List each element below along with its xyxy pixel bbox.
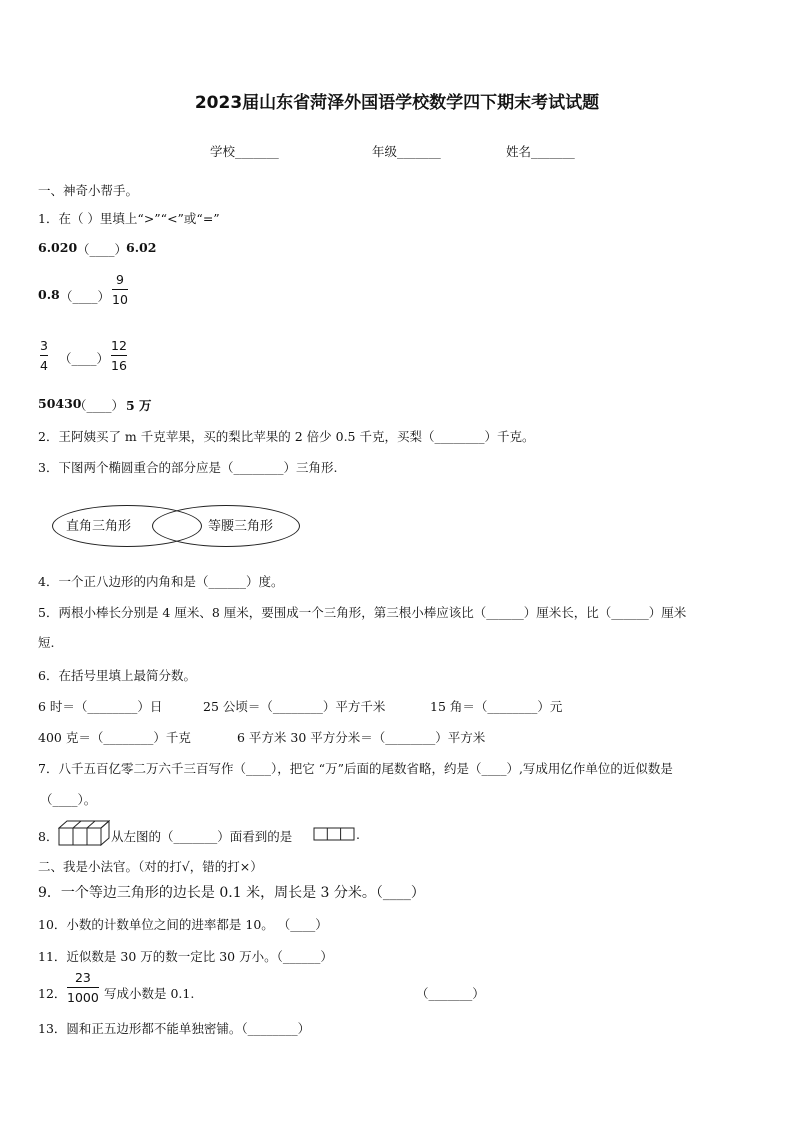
question-12-blank: （_______） bbox=[416, 986, 485, 1001]
question-11: 11．近似数是 30 万的数一定比 30 万小。（______） bbox=[38, 949, 333, 964]
question-2: 2．王阿姨买了 m 千克苹果，买的梨比苹果的 2 倍少 0.5 千克，买梨（________）千克。 bbox=[38, 429, 535, 444]
three-squares-view-icon bbox=[313, 827, 355, 841]
q1b-blank: （____） bbox=[60, 289, 111, 304]
question-8-text: 从左图的（_______）面看到的是 bbox=[111, 829, 293, 844]
q1a-blank: （____） bbox=[77, 242, 128, 257]
question-12-text: 写成小数是 0.1. bbox=[104, 986, 195, 1001]
q6-item-grams: 400 克＝（________）千克 bbox=[38, 730, 191, 745]
question-10: 10．小数的计数单位之间的进率都是 10。 （____） bbox=[38, 917, 328, 932]
question-12-number: 12． bbox=[38, 986, 67, 1001]
section-heading-2: 二、我是小法官。（对的打√，错的打×） bbox=[38, 859, 263, 874]
q1c-blank: （____） bbox=[59, 351, 110, 366]
q1c-numerator-left: 3 bbox=[40, 338, 48, 353]
question-6-stem: 6．在括号里填上最简分数。 bbox=[38, 668, 196, 683]
q1a-right-value: 6.02 bbox=[126, 240, 157, 255]
q1b-fraction bbox=[112, 272, 128, 307]
question-1-stem: 1．在（ ）里填上“>”“<”或“=” bbox=[38, 211, 220, 226]
fraction-bar bbox=[111, 355, 127, 356]
name-field: 姓名_______ bbox=[506, 144, 575, 159]
ellipse-right-label: 等腰三角形 bbox=[208, 519, 274, 534]
q1d-blank: （____） bbox=[74, 398, 125, 413]
q1c-numerator-right: 12 bbox=[111, 338, 127, 353]
cube-figure-icon bbox=[58, 820, 110, 846]
question-9: 9．一个等边三角形的边长是 0.1 米，周长是 3 分米。（____） bbox=[38, 885, 425, 901]
q1c-fraction-right bbox=[111, 338, 127, 373]
question-5-line-2: 短. bbox=[38, 635, 55, 650]
page-title: 2023届山东省菏泽外国语学校数学四下期末考试试题 bbox=[194, 93, 600, 113]
question-13: 13．圆和正五边形都不能单独密铺。（________） bbox=[38, 1021, 311, 1036]
question-8-number: 8． bbox=[38, 829, 59, 844]
q1b-left-value: 0.8 bbox=[38, 287, 60, 302]
q1d-left-value: 50430 bbox=[38, 396, 82, 411]
fraction-bar bbox=[40, 355, 48, 356]
q1c-denominator-right: 16 bbox=[111, 358, 127, 373]
q1c-fraction-left bbox=[40, 338, 48, 373]
grade-field: 年级_______ bbox=[372, 144, 441, 159]
q12-denominator: 1000 bbox=[67, 990, 99, 1005]
q6-item-hectares: 25 公顷＝（________）平方千米 bbox=[203, 699, 386, 714]
q1d-right-value: 5 万 bbox=[126, 398, 152, 413]
question-7-line-2: （____）。 bbox=[40, 792, 97, 807]
q6-item-hours: 6 时＝（________）日 bbox=[38, 699, 163, 714]
fraction-bar bbox=[67, 987, 99, 988]
q1b-denominator: 10 bbox=[112, 292, 128, 307]
school-field: 学校_______ bbox=[210, 144, 279, 159]
question-3: 3．下图两个椭圆重合的部分应是（________）三角形. bbox=[38, 460, 338, 475]
q6-item-jiao: 15 角＝（________）元 bbox=[430, 699, 563, 714]
q12-fraction bbox=[67, 970, 99, 1005]
q12-numerator: 23 bbox=[74, 970, 91, 985]
q6-item-square-meters: 6 平方米 30 平方分米＝（________）平方米 bbox=[237, 730, 486, 745]
fraction-bar bbox=[112, 289, 128, 290]
q1c-denominator-left: 4 bbox=[40, 358, 48, 373]
question-5-line-1: 5．两根小棒长分别是 4 厘米、8 厘米，要围成一个三角形，第三根小棒应该比（______）厘米长，比（______）厘米 bbox=[38, 605, 687, 620]
question-4: 4．一个正八边形的内角和是（______）度。 bbox=[38, 574, 284, 589]
q1b-numerator: 9 bbox=[115, 272, 124, 287]
ellipse-left-label: 直角三角形 bbox=[66, 519, 132, 534]
question-8-period: . bbox=[356, 827, 360, 842]
section-heading-1: 一、神奇小帮手。 bbox=[38, 183, 139, 198]
question-7-line-1: 7．八千五百亿零二万六千三百写作（____），把它 “万”后面的尾数省略，约是（____）,写成用亿作单位的近似数是 bbox=[38, 761, 673, 776]
q1a-left-value: 6.020 bbox=[38, 240, 78, 255]
